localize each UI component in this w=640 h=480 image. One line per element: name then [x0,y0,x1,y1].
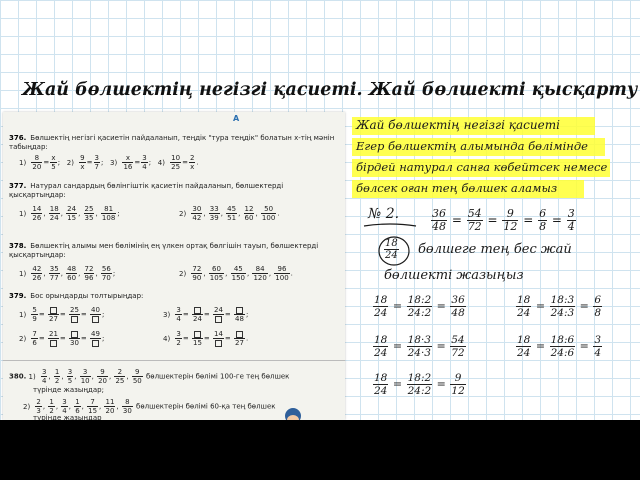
instruction-line2: бөлшекті жазыңыз [384,268,524,283]
fraction: $\frac{8}{20}$ [32,154,42,171]
fraction: $\frac{3}{4}$ [142,154,147,171]
exercise-377-row2: 2) $\frac{30}{42}$ , $\frac{33}{39}$ , $\frac{45}{51}$ , $\frac{12}{60}$ , $\frac{50}{100}$ . [179,205,280,222]
exercise-376-items: 1) $\frac{8}{20}$ = $\frac{x}{5}$ ; 2) $\frac{9}{x}$ = $\frac{3}{7}$ ; 3) $\frac{x}{16}$ = $\frac{3}{4}$ ; 4) $\frac{10}{25}$ = $\frac{2}{x}$ . [19,154,199,171]
task-number: № 2. [368,206,400,222]
fraction: $\frac{x}{5}$ [51,154,56,171]
note-line4: бөлсек оған тең бөлшек аламыз [356,181,558,195]
fraction: $\frac{9}{x}$ [80,154,85,171]
note-line3: бірдей натурал санға көбейтсек немесе [356,160,608,174]
exercise-number: 379. [9,292,27,300]
work-row-4: $\frac{18}{24}$ = $\frac{18:6}{24:6}$ = $\frac{3}{4}$ [517,334,602,359]
work-row-2: $\frac{18}{24}$ = $\frac{18:3}{24:3}$ = $\frac{6}{8}$ [517,294,602,319]
task-number-strokes [360,200,420,230]
note-line1: Жай бөлшектің негізгі қасиеті [356,118,560,132]
exercise-number: 378. [9,242,27,250]
exercise-379-row2a: 2) $\frac{7}{6}$ = 21 = 30 = 49 ; [19,330,105,347]
page-divider [3,360,345,361]
page-letter: А [233,114,240,123]
instruction-line1: бөлшеге тең бес жай [418,242,572,257]
work-row-5: $\frac{18}{24}$ = $\frac{18:2}{24:2}$ = $\frac{9}{12}$ [374,372,465,397]
exercise-378 [9,242,339,260]
item-label: 3) [110,158,118,167]
exercise-379-row1b: 3) $\frac{3}{4}$ = 24 = 24 = 48 ; [163,306,249,323]
work-row-3: $\frac{18}{24}$ = $\frac{18\cdot 3}{24\cdot 3}$ = $\frac{54}{72}$ [374,334,465,359]
exercise-377 [9,182,339,200]
fraction: $\frac{x}{16}$ [123,154,133,171]
exercise-text: Бос орындарды толтырыңдар: [30,292,144,300]
textbook-page [3,112,345,420]
exercise-text: Бөлшектің алымы мен бөлімінің ең үлкен ортақ бөлгішін тауып, бөлшектерді қысқартыңдар: [9,242,319,259]
exercise-379 [9,292,339,301]
exercise-376 [9,134,339,152]
page-title: Жай бөлшектің негізгі қасиеті. Жай бөлшекті қысқарту [22,80,638,100]
exercise-number: 377. [9,182,27,190]
exercise-380-line3: түрінде жазыңдар [33,414,102,420]
note-line2: Егер бөлшектің алымында бөлімінде [356,139,588,153]
exercise-379-row2b: 4) $\frac{3}{2}$ = 15 = 14 = 27 . [163,330,249,347]
exercise-379-row1a: 1) $\frac{5}{9}$ = 27 = 25 = 40 ; [19,306,105,323]
work-row-1: $\frac{18}{24}$ = $\frac{18:2}{24:2}$ = $\frac{36}{48}$ [374,294,465,319]
letterbox-bar [0,420,640,480]
exercise-380-row2: 2) $\frac{2}{3}$ , $\frac{1}{2}$ , $\frac{3}{4}$ , $\frac{1}{6}$ , $\frac{7}{15}$ , $\frac{11}{20}$ , $\frac{8}{30}$ бөлшектерін бөлімі 60-қа тең бөлшек [23,398,276,415]
exercise-text: Натурал сандардың бөлінгіштік қасиетін пайдаланып, бөлшектерді қысқартыңдар: [9,182,284,199]
equivalent-fractions: $\frac{36}{48}$ = $\frac{54}{72}$ = $\frac{9}{12}$ = $\frac{6}{8}$ = $\frac{3}{4}$ [432,207,575,233]
item-label: 1) [19,158,27,167]
exercise-380-row1: 380. 1) $\frac{3}{4}$ , $\frac{1}{2}$ , $\frac{3}{5}$ , $\frac{3}{10}$ , $\frac{9}{20}$ , $\frac{2}{25}$ , $\frac{9}{50}$ бөлшектерін бөлімі 100-ге тең бөлшек [9,368,290,385]
fraction: $\frac{2}{x}$ [189,154,195,171]
item-label: 4) [157,158,165,167]
exercise-378-row1: 1) $\frac{42}{26}$ , $\frac{35}{77}$ , $\frac{48}{60}$ , $\frac{72}{96}$ , $\frac{56}{70}$ ; [19,265,116,282]
item-label: 2) [66,158,74,167]
fraction: $\frac{10}{25}$ [171,154,181,171]
exercise-text: Бөлшектің негізгі қасиетін пайдаланып, теңдік "тура теңдік" болатын x-тің мәнін табыңдар: [9,134,335,151]
exercise-377-row1: 1) $\frac{14}{26}$ , $\frac{18}{24}$ , $\frac{24}{15}$ , $\frac{25}{35}$ , $\frac{81}{108}$ ; [19,205,120,222]
fraction: $\frac{3}{7}$ [94,154,99,171]
exercise-number: 376. [9,134,27,142]
exercise-380-line2: түрінде жазыңдар; [33,386,104,394]
student-illustration [273,404,313,420]
exercise-378-row2: 2) $\frac{72}{90}$ , $\frac{60}{105}$ , $\frac{45}{150}$ , $\frac{84}{120}$ , $\frac{96}{100}$ . [179,265,293,282]
circled-fraction: $\frac{18}{24}$ [385,238,398,261]
